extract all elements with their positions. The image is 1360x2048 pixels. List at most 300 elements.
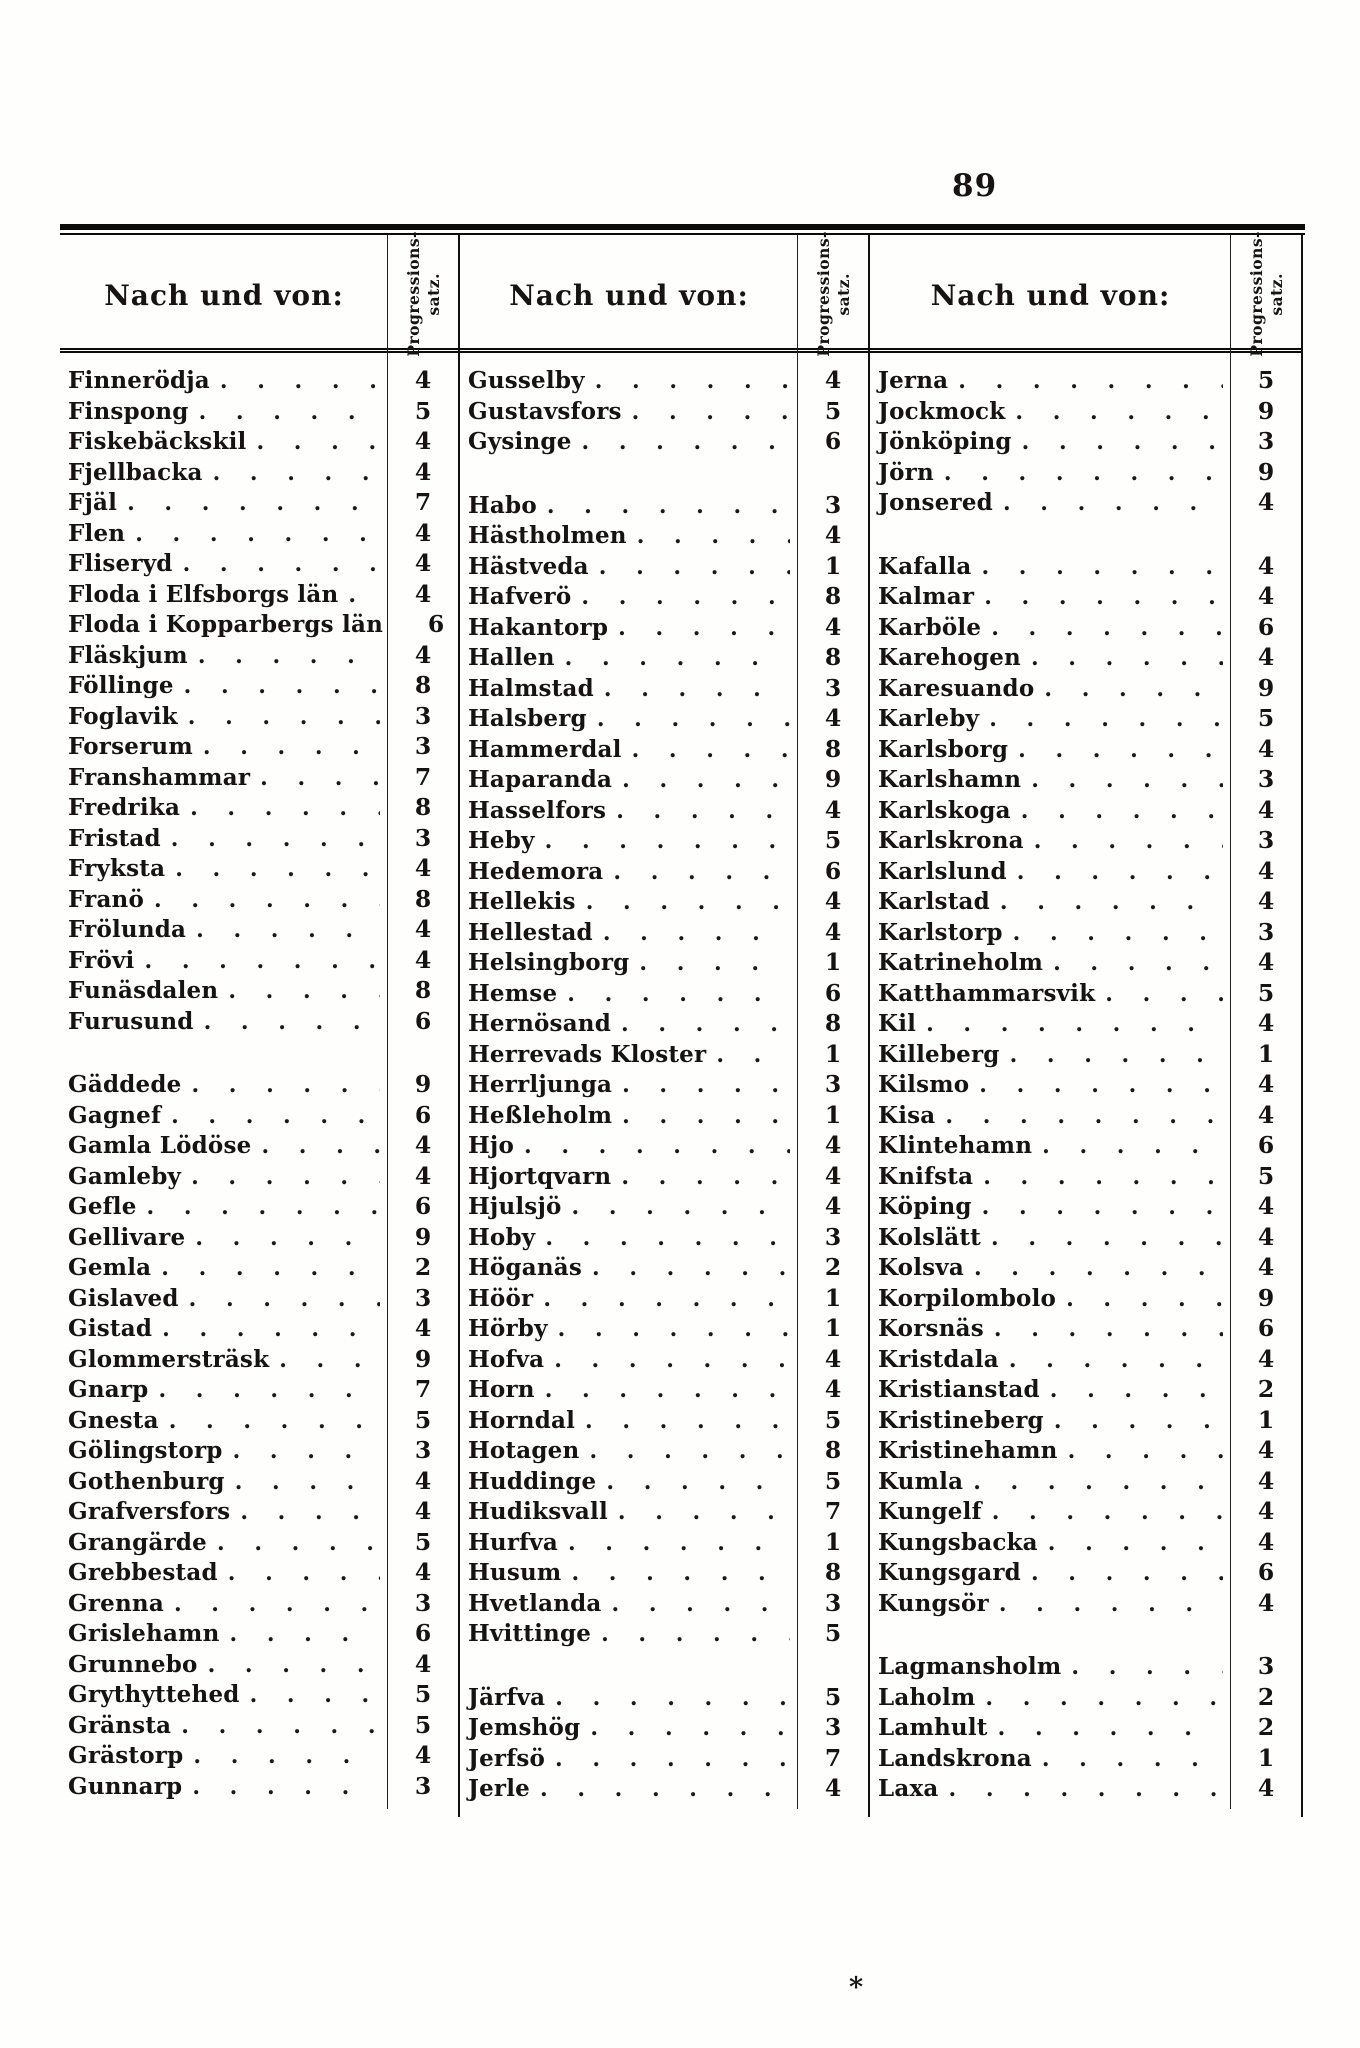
dot-leader <box>612 1591 791 1617</box>
rate-value: 4 <box>1257 488 1275 516</box>
rate-value: 4 <box>824 1192 842 1220</box>
table-row <box>460 1253 868 1284</box>
place-name: Kungsbacka <box>878 1528 1038 1556</box>
column-header-row <box>60 231 458 357</box>
table-row <box>460 521 868 552</box>
table-row <box>870 979 1301 1010</box>
place-name: Horn <box>468 1376 535 1403</box>
dot-leader <box>154 887 380 913</box>
place-name: Herrljunga <box>468 1071 613 1098</box>
dot-leader <box>983 1164 1223 1190</box>
place-name: Grenna <box>68 1589 164 1617</box>
rate-value: 5 <box>414 1710 432 1739</box>
rate-value: 4 <box>1257 1774 1275 1802</box>
table-row <box>60 1741 458 1772</box>
table-row <box>870 674 1301 705</box>
rate-value: 7 <box>824 1497 842 1525</box>
rate-value: 3 <box>1257 427 1275 455</box>
table-row <box>60 824 458 855</box>
table-row <box>60 1711 458 1742</box>
table-row <box>870 1253 1301 1284</box>
table-row <box>60 1131 458 1162</box>
rate-header-line1: Progressions- <box>403 231 423 357</box>
table-row <box>870 1070 1301 1101</box>
column-header: Nach und von: <box>509 279 749 312</box>
place-name: Köping <box>878 1193 972 1220</box>
table-row <box>60 1528 458 1559</box>
table-row <box>60 1162 458 1193</box>
rate-value: 4 <box>414 518 432 547</box>
place-name: Hafverö <box>468 583 572 610</box>
dot-leader <box>545 828 790 854</box>
dot-leader <box>595 368 790 394</box>
table-row <box>870 397 1301 428</box>
place-name: Korpilombolo <box>878 1284 1057 1312</box>
table-row <box>460 1131 868 1162</box>
place-name: Kungsör <box>878 1589 989 1617</box>
table-row <box>60 397 458 428</box>
table-row <box>870 765 1301 796</box>
rate-value: 8 <box>824 1558 842 1586</box>
place-name: Jonsered <box>878 489 993 516</box>
table-row <box>870 735 1301 766</box>
place-name: Karlslund <box>878 857 1007 885</box>
dot-leader <box>1042 1746 1223 1772</box>
table-row <box>870 643 1301 674</box>
dot-leader <box>250 1682 380 1708</box>
place-name: Kalmar <box>878 583 975 610</box>
top-rule <box>60 224 1305 230</box>
table-row <box>60 1070 458 1101</box>
table-row <box>870 796 1301 827</box>
place-name: Kisa <box>878 1101 936 1129</box>
rate-value: 4 <box>1257 1100 1275 1129</box>
place-name: Kristineberg <box>878 1406 1044 1434</box>
place-name: Horndal <box>468 1406 576 1434</box>
rate-value: 8 <box>414 976 432 1004</box>
place-name: Gysinge <box>468 428 572 455</box>
dot-leader <box>621 1011 790 1037</box>
rate-value: 6 <box>414 1100 432 1129</box>
table-row <box>870 918 1301 949</box>
place-name: Karböle <box>878 613 982 641</box>
table-row <box>60 1619 458 1650</box>
place-name: Gusselby <box>468 367 585 394</box>
dot-leader <box>1021 798 1223 824</box>
rate-value: 1 <box>824 1283 842 1312</box>
table-row <box>460 887 868 918</box>
dot-leader <box>1003 490 1223 516</box>
dot-leader <box>999 1591 1223 1617</box>
table-row <box>870 1192 1301 1223</box>
dot-leader <box>926 1011 1223 1037</box>
rate-value: 4 <box>414 1161 432 1190</box>
dot-leader <box>196 917 380 943</box>
table-row <box>460 1558 868 1589</box>
table-row <box>870 552 1301 583</box>
place-name: Floda i Elfsborgs län <box>68 580 339 608</box>
rate-value: 5 <box>414 1680 432 1708</box>
place-name: Husum <box>468 1559 562 1586</box>
table-row <box>460 1744 868 1775</box>
table-row <box>870 488 1301 519</box>
place-name: Flen <box>68 519 126 547</box>
rate-value: 2 <box>414 1253 432 1281</box>
table-row <box>460 704 868 735</box>
rate-value: 7 <box>414 1375 432 1403</box>
dot-leader <box>158 1377 380 1403</box>
place-name: Frövi <box>68 946 135 974</box>
dot-leader <box>1066 1286 1223 1312</box>
dot-leader <box>169 1408 380 1434</box>
dot-leader <box>581 584 790 610</box>
place-name: Hvetlanda <box>468 1589 602 1617</box>
table-row <box>460 1009 868 1040</box>
dot-leader <box>991 615 1223 641</box>
rate-value: 6 <box>1257 612 1275 641</box>
place-name: Funäsdalen <box>68 977 219 1004</box>
rate-value: 4 <box>414 1466 432 1495</box>
dot-leader <box>547 493 790 519</box>
place-name: Karlstorp <box>878 918 1003 946</box>
rate-header-line1: Progressions- <box>1246 231 1266 357</box>
footnote-mark: * <box>849 1972 864 2003</box>
dot-leader <box>1018 737 1223 763</box>
column-group-3 <box>870 231 1303 1817</box>
rate-value: 4 <box>1257 1466 1275 1495</box>
rate-value: 2 <box>1257 1682 1275 1711</box>
rate-value: 4 <box>1257 1588 1275 1617</box>
rate-value: 4 <box>1257 582 1275 610</box>
rate-value: 4 <box>824 1375 842 1403</box>
rate-value: 7 <box>414 488 432 516</box>
place-name: Jörn <box>878 458 934 486</box>
table-row <box>60 793 458 824</box>
table-row <box>460 1375 868 1406</box>
rate-value: 5 <box>1257 978 1275 1007</box>
rate-value: 4 <box>1257 1253 1275 1281</box>
table-row <box>60 732 458 763</box>
dot-leader <box>603 920 790 946</box>
table-row <box>870 1040 1301 1071</box>
place-name: Fryksta <box>68 855 166 882</box>
table-row <box>870 1774 1301 1805</box>
rate-value: 6 <box>1257 1131 1275 1159</box>
rate-header-line1: Progressions- <box>813 231 833 357</box>
table-row <box>460 1345 868 1376</box>
dot-leader <box>279 1347 380 1373</box>
place-name: Gnarp <box>68 1376 149 1403</box>
place-name: Gunnarp <box>68 1772 183 1800</box>
place-name: Kristianstad <box>878 1376 1040 1403</box>
place-name: Katthammarsvik <box>878 979 1096 1007</box>
place-name: Gäddede <box>68 1071 182 1098</box>
rate-value: 3 <box>1257 917 1275 946</box>
rate-value: 4 <box>824 1131 842 1159</box>
place-name: Gefle <box>68 1193 137 1220</box>
table-row <box>60 549 458 580</box>
place-name: Karleby <box>878 705 980 732</box>
dot-leader <box>1048 1530 1223 1556</box>
table-row <box>460 796 868 827</box>
dot-leader <box>601 1621 790 1647</box>
place-name: Jerfsö <box>468 1744 546 1772</box>
dot-leader <box>622 1072 790 1098</box>
rate-value: 4 <box>414 579 432 608</box>
dot-leader <box>189 1286 380 1312</box>
dot-leader <box>982 1194 1223 1220</box>
place-name: Helsingborg <box>468 949 630 976</box>
rate-header <box>1231 231 1301 357</box>
place-name: Kungelf <box>878 1498 982 1525</box>
place-name: Karlskoga <box>878 796 1011 824</box>
rate-value: 4 <box>1257 1436 1275 1464</box>
dot-leader <box>979 1072 1223 1098</box>
place-name: Gölingstorp <box>68 1437 223 1464</box>
place-name: Hjulsjö <box>468 1193 562 1220</box>
dot-leader <box>1042 1133 1223 1159</box>
dot-leader <box>618 1499 790 1525</box>
table-row <box>870 582 1301 613</box>
rate-value: 1 <box>824 551 842 580</box>
dot-leader <box>162 1316 380 1342</box>
dot-leader <box>618 615 790 641</box>
table-row <box>460 1713 868 1744</box>
place-name: Grästorp <box>68 1742 184 1769</box>
rate-value: 4 <box>414 915 432 943</box>
table-row <box>870 613 1301 644</box>
place-name: Grislehamn <box>68 1620 220 1647</box>
dot-leader <box>217 1530 380 1556</box>
place-name: Gagnef <box>68 1101 162 1129</box>
table-row <box>60 641 458 672</box>
place-name: Gränsta <box>68 1711 172 1739</box>
dot-leader <box>198 643 380 669</box>
rate-value: 3 <box>414 1283 432 1312</box>
rate-value: 4 <box>824 1344 842 1373</box>
rate-value: 4 <box>414 457 432 486</box>
table-row <box>60 1497 458 1528</box>
place-name: Gistad <box>68 1315 153 1342</box>
table-row <box>870 1223 1301 1254</box>
rate-value: 1 <box>1257 1405 1275 1434</box>
place-name: Hasselfors <box>468 796 607 824</box>
place-name: Klintehamn <box>878 1132 1033 1159</box>
rate-value: 8 <box>414 671 432 699</box>
dot-leader <box>184 673 380 699</box>
dot-leader <box>240 1499 380 1525</box>
dot-leader <box>171 826 380 852</box>
place-name: Hjo <box>468 1132 514 1159</box>
table-row <box>870 1009 1301 1040</box>
table-row <box>460 1467 868 1498</box>
place-name: Gustavsfors <box>468 397 622 425</box>
table-row <box>460 1589 868 1620</box>
place-name: Gemla <box>68 1254 152 1281</box>
rate-value: 3 <box>414 732 432 760</box>
rate-value: 4 <box>824 1161 842 1190</box>
dot-leader <box>585 1408 790 1434</box>
dot-leader <box>992 1499 1223 1525</box>
rate-value: 1 <box>824 1039 842 1068</box>
rate-value: 1 <box>824 1100 842 1129</box>
place-name: Habo <box>468 491 537 519</box>
dot-leader <box>524 1133 790 1159</box>
rate-value: 3 <box>414 823 432 852</box>
table-row <box>60 488 458 519</box>
rate-value: 4 <box>824 887 842 915</box>
section-gap <box>870 519 1301 552</box>
place-name: Hästholmen <box>468 522 627 549</box>
rate-value: 3 <box>414 1436 432 1464</box>
rate-value: 4 <box>824 521 842 549</box>
place-name: Karlshamn <box>878 766 1022 793</box>
table-row <box>460 582 868 613</box>
place-name: Kilsmo <box>878 1071 970 1098</box>
dot-leader <box>230 1621 381 1647</box>
place-name: Jerle <box>468 1775 531 1802</box>
rate-value: 5 <box>1257 366 1275 394</box>
place-name: Karehogen <box>878 644 1021 671</box>
dot-leader <box>1017 859 1223 885</box>
table-row <box>60 1314 458 1345</box>
rate-value: 4 <box>1257 1527 1275 1556</box>
rate-value: 4 <box>1257 1009 1275 1037</box>
table-row <box>460 427 868 458</box>
table-row <box>60 1007 458 1038</box>
dot-leader <box>1010 1042 1223 1068</box>
rate-value: 3 <box>824 490 842 519</box>
dot-leader <box>716 1042 790 1068</box>
dot-leader <box>183 551 380 577</box>
table-row <box>60 854 458 885</box>
rate-value: 1 <box>824 948 842 976</box>
rate-value: 4 <box>414 1558 432 1586</box>
rate-value: 4 <box>1257 948 1275 976</box>
rate-value: 4 <box>414 854 432 882</box>
place-name: Karlstad <box>878 888 990 915</box>
place-name: Gamleby <box>68 1162 182 1190</box>
place-name: Fiskebäckskil <box>68 428 247 455</box>
table-row <box>60 1375 458 1406</box>
place-name: Hudiksvall <box>468 1498 608 1525</box>
table-row <box>60 702 458 733</box>
table-row <box>460 948 868 979</box>
table-row <box>870 1345 1301 1376</box>
rate-value: 3 <box>414 1588 432 1617</box>
rate-value: 6 <box>824 856 842 885</box>
rate-value: 1 <box>1257 1743 1275 1772</box>
rate-value: 4 <box>1257 1497 1275 1525</box>
place-name: Kolslätt <box>878 1223 981 1251</box>
rate-value: 5 <box>1257 1161 1275 1190</box>
place-name: Knifsta <box>878 1162 974 1190</box>
rate-value: 7 <box>414 762 432 791</box>
rate-value: 4 <box>824 704 842 732</box>
dot-leader <box>558 1316 790 1342</box>
place-name: Hjortqvarn <box>468 1162 612 1190</box>
dot-leader <box>127 490 380 516</box>
rate-value: 2 <box>1257 1375 1275 1403</box>
dot-leader <box>175 856 380 882</box>
rate-value: 5 <box>824 1619 842 1647</box>
rate-value: 6 <box>414 1006 432 1035</box>
table-row <box>60 1284 458 1315</box>
dot-leader <box>192 1774 380 1800</box>
table-row <box>870 887 1301 918</box>
rate-value: 5 <box>824 396 842 425</box>
dot-leader <box>204 1009 380 1035</box>
place-name: Kungsgard <box>878 1559 1021 1586</box>
dot-leader <box>621 1164 790 1190</box>
dot-leader <box>632 399 790 425</box>
rate-value: 3 <box>824 1588 842 1617</box>
section-gap <box>60 1037 458 1070</box>
rate-value: 4 <box>414 945 432 974</box>
column-header: Nach und von: <box>104 279 344 312</box>
rate-value: 4 <box>824 366 842 394</box>
place-name: Hvittinge <box>468 1620 592 1647</box>
column-group-2 <box>460 231 870 1817</box>
table-row <box>460 1683 868 1714</box>
table-row <box>60 671 458 702</box>
dot-leader <box>984 584 1223 610</box>
rate-value: 1 <box>824 1314 842 1342</box>
column-header: Nach und von: <box>930 279 1171 312</box>
dot-leader <box>1013 920 1223 946</box>
rate-value: 4 <box>414 1741 432 1769</box>
dot-leader <box>622 1103 790 1129</box>
place-name: Herrevads Kloster <box>468 1040 707 1068</box>
table-row <box>870 857 1301 888</box>
table-row <box>460 1101 868 1132</box>
dot-leader <box>637 523 790 549</box>
dot-leader <box>1009 1347 1223 1373</box>
column-body <box>60 353 458 1802</box>
dot-leader <box>981 554 1223 580</box>
rate-value: 6 <box>1257 1314 1275 1342</box>
dot-leader <box>590 1715 790 1741</box>
dot-leader <box>1068 1438 1223 1464</box>
dot-leader <box>945 1103 1223 1129</box>
place-name: Jönköping <box>878 428 1012 455</box>
table-row <box>870 1744 1301 1775</box>
dot-leader <box>989 706 1223 732</box>
dot-leader <box>161 1255 380 1281</box>
place-name: Föllinge <box>68 672 174 699</box>
rate-value: 5 <box>824 1405 842 1434</box>
table-row <box>460 979 868 1010</box>
dot-leader <box>1031 1560 1223 1586</box>
table-row <box>60 458 458 489</box>
table-row <box>870 1131 1301 1162</box>
dot-leader <box>582 429 790 455</box>
table-row <box>870 1497 1301 1528</box>
table-row <box>460 1436 868 1467</box>
place-name: Finnerödja <box>68 367 210 394</box>
table-row <box>460 826 868 857</box>
dot-leader <box>1031 767 1223 793</box>
place-name: Grafversfors <box>68 1498 231 1525</box>
dot-leader <box>974 1255 1223 1281</box>
place-name: Laxa <box>878 1775 939 1802</box>
table-row <box>60 1680 458 1711</box>
table-row <box>460 1284 868 1315</box>
rate-value: 4 <box>414 427 432 455</box>
table-row <box>60 1253 458 1284</box>
place-name: Hakantorp <box>468 613 609 641</box>
dot-leader <box>571 1560 790 1586</box>
